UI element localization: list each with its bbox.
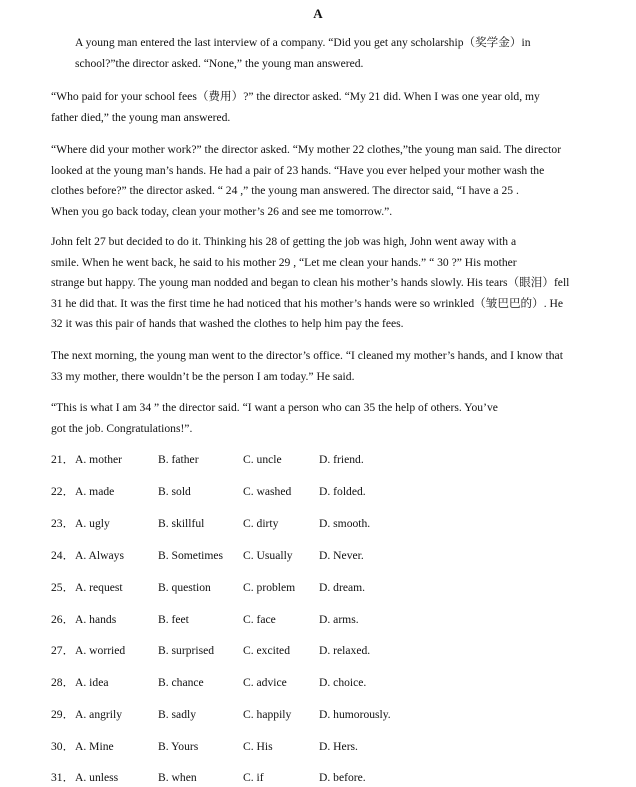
paragraph-line: clothes before?” the director asked. “ 24 ,” the young man answered. The director said, “I have a 25 . xyxy=(51,184,519,197)
question-number: 21． xyxy=(51,453,75,466)
paragraph-6 xyxy=(51,398,601,439)
question-number: 24． xyxy=(51,549,75,562)
option-d: D. folded. xyxy=(319,485,366,498)
option-c: C. uncle xyxy=(243,453,282,466)
question-number: 31． xyxy=(51,771,75,784)
question-number: 29． xyxy=(51,708,75,721)
paragraph-line: smile. When he went back, he said to his mother 29 , “Let me clean your hands.” “ 30 ?” His mother xyxy=(51,255,517,269)
question-number: 30． xyxy=(51,740,75,753)
option-d: D. smooth. xyxy=(319,517,371,530)
paragraph-line: school?”the director asked. “None,” the young man answered. xyxy=(75,56,364,70)
option-c: C. His xyxy=(243,740,273,753)
option-c: C. face xyxy=(243,613,276,626)
option-d: D. choice. xyxy=(319,676,367,689)
question-number: 23． xyxy=(51,517,75,530)
option-b: B. question xyxy=(158,581,211,594)
option-b: B. chance xyxy=(158,676,204,689)
option-d: D. relaxed. xyxy=(319,644,371,657)
option-b: B. Yours xyxy=(158,740,199,753)
paragraph-line: When you go back today, clean your mother’s 26 and see me tomorrow.”. xyxy=(51,204,393,218)
option-d: D. dream. xyxy=(319,581,366,594)
paragraph-4 xyxy=(51,232,601,335)
option-b: B. Sometimes xyxy=(158,549,224,562)
option-d: D. before. xyxy=(319,771,366,784)
option-c: C. washed xyxy=(243,485,292,498)
option-c: C. dirty xyxy=(243,517,279,530)
option-a: A. Mine xyxy=(75,740,114,753)
option-d: D. Never. xyxy=(319,549,364,562)
paragraph-5 xyxy=(51,346,601,387)
option-b: B. father xyxy=(158,453,199,466)
option-a: A. ugly xyxy=(75,517,110,530)
option-a: A. Always xyxy=(75,549,124,562)
paragraph-line: 31 he did that. It was the first time he had noticed that his mother’s hands were so wrinkled（皱巴巴的）. He xyxy=(51,296,564,310)
option-d: D. friend. xyxy=(319,453,364,466)
paragraph-line: strange but happy. The young man nodded and began to clean his mother’s hands slowly. His tears（眼泪）fell xyxy=(51,276,570,289)
paragraph-line: The next morning, the young man went to the director’s office. “I cleaned my mother’s hands, and I know that xyxy=(51,349,563,362)
option-b: B. sadly xyxy=(158,708,197,721)
question-number: 22． xyxy=(51,485,75,498)
option-b: B. when xyxy=(158,771,197,784)
question-number: 26． xyxy=(51,613,75,626)
option-c: C. Usually xyxy=(243,549,293,562)
paragraph-line: “This is what I am 34 ” the director said. “I want a person who can 35 the help of others. You’ve xyxy=(51,401,498,414)
paragraph-line: got the job. Congratulations!”. xyxy=(51,421,193,435)
option-d: D. humorously. xyxy=(319,708,391,721)
option-c: C. if xyxy=(243,771,264,784)
paragraph-1 xyxy=(51,33,601,74)
paragraph-line: looked at the young man’s hands. He had a pair of 23 hands. “Have you ever helped your mother wash the xyxy=(51,163,545,177)
option-b: B. surprised xyxy=(158,644,215,657)
option-b: B. feet xyxy=(158,613,189,626)
question-number: 25． xyxy=(51,581,75,594)
paragraph-line: John felt 27 but decided to do it. Thinking his 28 of getting the job was high, John went away with a xyxy=(51,235,517,248)
question-number: 28． xyxy=(51,676,75,689)
option-a: A. unless xyxy=(75,771,119,784)
paragraph-line: “Who paid for your school fees（费用）?” the director asked. “My 21 did. When I was one year old, my xyxy=(51,90,540,103)
option-a: A. request xyxy=(75,581,123,594)
option-b: B. skillful xyxy=(158,517,205,530)
option-c: C. happily xyxy=(243,708,292,721)
option-a: A. angrily xyxy=(75,708,123,721)
paragraph-line: father died,” the young man answered. xyxy=(51,110,231,124)
paragraph-line: 33 my mother, there wouldn’t be the person I am today.” He said. xyxy=(51,369,355,383)
paragraph-line: A young man entered the last interview of a company. “Did you get any scholarship（奖学金）in xyxy=(75,36,531,49)
option-c: C. problem xyxy=(243,581,296,594)
option-a: A. idea xyxy=(75,676,109,689)
option-d: D. arms. xyxy=(319,613,359,626)
paragraph-3 xyxy=(51,140,601,222)
question-number: 27． xyxy=(51,644,75,657)
option-a: A. mother xyxy=(75,453,123,466)
option-c: C. excited xyxy=(243,644,291,657)
section-title: A xyxy=(313,6,323,21)
option-b: B. sold xyxy=(158,485,191,498)
paragraph-2 xyxy=(51,87,601,128)
option-c: C. advice xyxy=(243,676,287,689)
option-a: A. worried xyxy=(75,644,126,657)
option-d: D. Hers. xyxy=(319,740,358,753)
paragraph-line: “Where did your mother work?” the director asked. “My mother 22 clothes,”the young man said. The director xyxy=(51,143,562,156)
paragraph-line: 32 it was this pair of hands that washed the clothes to help him pay the fees. xyxy=(51,317,404,330)
option-a: A. hands xyxy=(75,613,117,626)
option-a: A. made xyxy=(75,485,115,498)
